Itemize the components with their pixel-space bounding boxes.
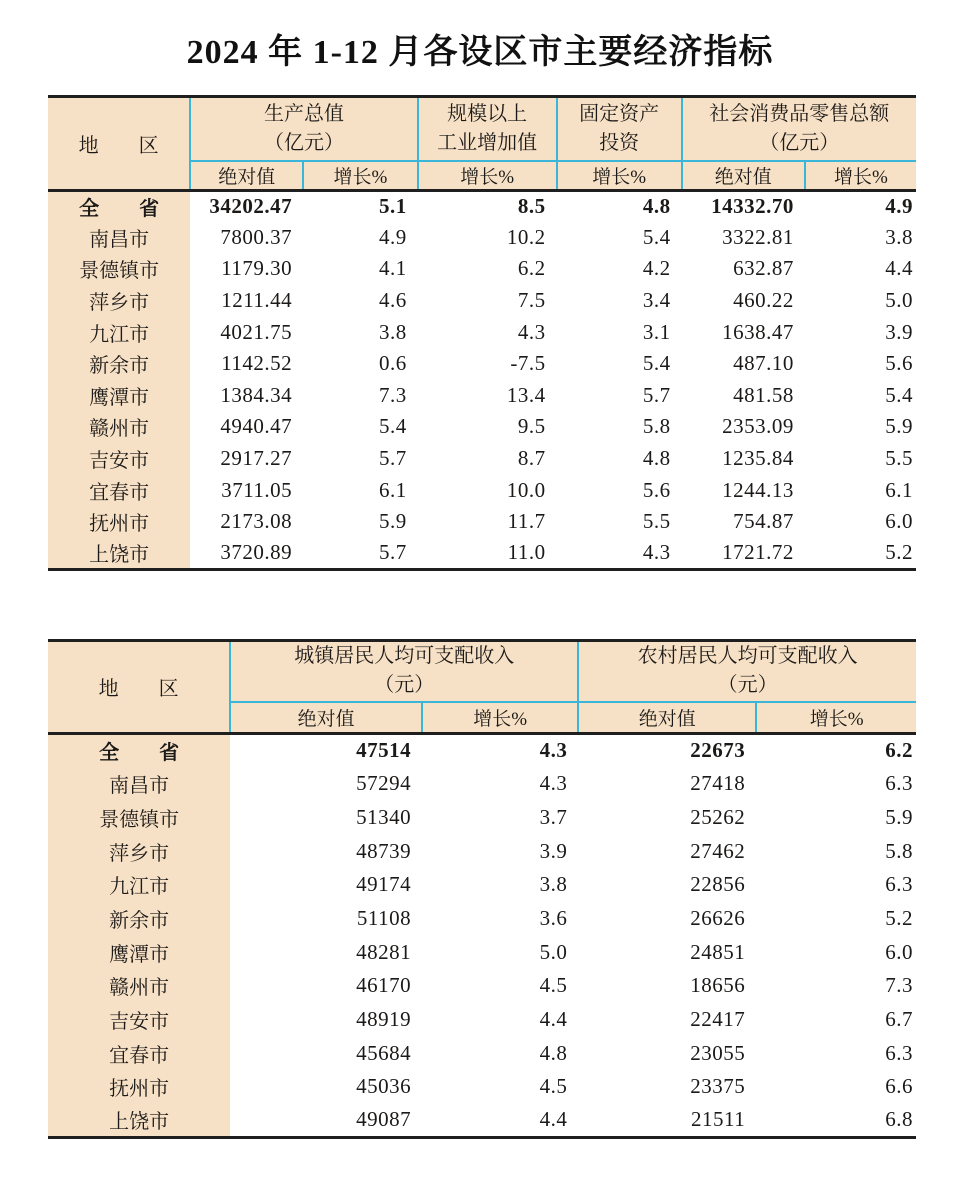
value-cell: 3.8 bbox=[378, 319, 407, 344]
table1-group-header-row bbox=[48, 97, 916, 161]
table1-row bbox=[48, 380, 916, 412]
value-cell: 1211.44 bbox=[221, 288, 293, 313]
sub-header-urban-absolute: 绝对值 bbox=[230, 702, 422, 733]
table2-row bbox=[48, 935, 916, 969]
value-cell: 5.7 bbox=[642, 382, 671, 407]
value-cell: 4.3 bbox=[539, 771, 568, 796]
value-cell: 6.2 bbox=[517, 256, 546, 281]
industrial-group-header-line1: 规模以上 bbox=[447, 102, 528, 125]
value-cell: 2353.09 bbox=[722, 414, 794, 439]
page-title: 2024 年 1-12 月各设区市主要经济指标 bbox=[186, 34, 774, 71]
value-cell: 7.3 bbox=[885, 973, 913, 998]
value-cell: 22856 bbox=[690, 872, 746, 897]
value-cell: -7.5 bbox=[510, 351, 546, 376]
value-cell: 27462 bbox=[690, 838, 746, 863]
region-cell: 全 省 bbox=[48, 190, 190, 222]
region-column-header: 地 区 bbox=[48, 97, 190, 191]
value-cell: 5.4 bbox=[642, 224, 671, 249]
region-cell: 萍乡市 bbox=[48, 285, 190, 317]
table1-row bbox=[48, 285, 916, 317]
value-cell: 4.3 bbox=[539, 738, 568, 763]
region-cell: 萍乡市 bbox=[48, 834, 230, 868]
region-cell: 鹰潭市 bbox=[48, 935, 230, 969]
value-cell: 10.2 bbox=[506, 224, 546, 249]
sub-header-rural-absolute: 绝对值 bbox=[578, 702, 756, 733]
value-cell: 5.0 bbox=[539, 939, 568, 964]
value-cell: 5.1 bbox=[378, 194, 407, 219]
region-cell: 南昌市 bbox=[48, 767, 230, 801]
investment-group-header-line2: 投资 bbox=[599, 131, 640, 154]
economic-indicators-table bbox=[48, 95, 916, 571]
value-cell: 48919 bbox=[356, 1006, 412, 1031]
value-cell: 7.5 bbox=[517, 288, 546, 313]
region-cell: 吉安市 bbox=[48, 443, 190, 475]
region-cell: 上饶市 bbox=[48, 538, 190, 570]
value-cell: 5.9 bbox=[885, 414, 913, 439]
sub-header-rural-growth: 增长% bbox=[756, 702, 916, 733]
value-cell: 5.5 bbox=[642, 509, 671, 534]
value-cell: 4.3 bbox=[642, 540, 671, 565]
table2-row bbox=[48, 902, 916, 936]
value-cell: 3.9 bbox=[885, 319, 913, 344]
rural-income-header-line2: （元） bbox=[717, 674, 778, 697]
income-indicators-table bbox=[48, 639, 916, 1139]
sub-header-industrial-growth: 增长% bbox=[418, 161, 557, 191]
value-cell: 26626 bbox=[690, 905, 746, 930]
table1-row bbox=[48, 443, 916, 475]
investment-group-header-line1: 固定资产 bbox=[579, 102, 660, 125]
value-cell: 6.2 bbox=[885, 738, 913, 763]
value-cell: 45036 bbox=[356, 1074, 412, 1099]
gdp-group-header-line2: （亿元） bbox=[264, 131, 345, 154]
value-cell: 5.9 bbox=[378, 509, 407, 534]
value-cell: 51108 bbox=[356, 905, 412, 930]
table2-row bbox=[48, 834, 916, 868]
region-cell: 南昌市 bbox=[48, 222, 190, 254]
value-cell: 487.10 bbox=[733, 351, 794, 376]
table1-row bbox=[48, 474, 916, 506]
value-cell: 1235.84 bbox=[722, 446, 794, 471]
value-cell: 5.8 bbox=[642, 414, 671, 439]
value-cell: 6.1 bbox=[378, 477, 407, 502]
value-cell: 6.3 bbox=[885, 1040, 913, 1065]
table2-row bbox=[48, 733, 916, 767]
value-cell: 4.4 bbox=[539, 1006, 568, 1031]
value-cell: 7800.37 bbox=[220, 224, 293, 249]
value-cell: 6.0 bbox=[885, 939, 913, 964]
value-cell: 7.3 bbox=[378, 382, 407, 407]
value-cell: 3.9 bbox=[539, 838, 568, 863]
value-cell: 4.5 bbox=[539, 1074, 568, 1099]
value-cell: 14332.70 bbox=[711, 194, 794, 219]
gdp-group-header bbox=[190, 97, 417, 161]
value-cell: 5.6 bbox=[642, 477, 671, 502]
region-cell: 景德镇市 bbox=[48, 801, 230, 835]
value-cell: 0.6 bbox=[378, 351, 407, 376]
value-cell: 1179.30 bbox=[221, 256, 293, 281]
value-cell: 4.3 bbox=[517, 319, 546, 344]
value-cell: 4940.47 bbox=[220, 414, 293, 439]
value-cell: 6.7 bbox=[885, 1006, 913, 1031]
value-cell: 47514 bbox=[356, 738, 412, 763]
value-cell: 1384.34 bbox=[220, 382, 293, 407]
value-cell: 57294 bbox=[356, 771, 412, 796]
region-cell: 鹰潭市 bbox=[48, 380, 190, 412]
value-cell: 4.4 bbox=[885, 256, 913, 281]
region-cell: 赣州市 bbox=[48, 411, 190, 443]
table1-row bbox=[48, 253, 916, 285]
value-cell: 3.8 bbox=[885, 224, 913, 249]
table1-row bbox=[48, 506, 916, 538]
region-column-header: 地 区 bbox=[48, 640, 230, 733]
value-cell: 6.3 bbox=[885, 771, 913, 796]
value-cell: 23055 bbox=[690, 1040, 746, 1065]
industrial-value-added-group-header bbox=[418, 97, 557, 161]
value-cell: 5.9 bbox=[885, 804, 913, 829]
value-cell: 21511 bbox=[691, 1107, 746, 1132]
value-cell: 2917.27 bbox=[220, 446, 293, 471]
value-cell: 3720.89 bbox=[220, 540, 293, 565]
table2-row bbox=[48, 1070, 916, 1104]
value-cell: 6.8 bbox=[885, 1107, 913, 1132]
value-cell: 4.1 bbox=[378, 256, 407, 281]
value-cell: 11.0 bbox=[507, 540, 546, 565]
table1-row bbox=[48, 538, 916, 570]
sub-header-retail-absolute: 绝对值 bbox=[682, 161, 805, 191]
region-cell: 抚州市 bbox=[48, 1070, 230, 1104]
value-cell: 1142.52 bbox=[221, 351, 293, 376]
value-cell: 632.87 bbox=[733, 256, 794, 281]
value-cell: 4.6 bbox=[378, 288, 407, 313]
retail-sales-group-header bbox=[682, 97, 916, 161]
region-cell: 抚州市 bbox=[48, 506, 190, 538]
urban-income-group-header bbox=[230, 640, 578, 702]
table1-row bbox=[48, 411, 916, 443]
region-cell: 九江市 bbox=[48, 316, 190, 348]
value-cell: 49087 bbox=[356, 1107, 412, 1132]
value-cell: 24851 bbox=[690, 939, 746, 964]
region-cell: 全 省 bbox=[48, 733, 230, 767]
value-cell: 4.9 bbox=[378, 224, 407, 249]
value-cell: 1244.13 bbox=[722, 477, 794, 502]
value-cell: 34202.47 bbox=[209, 194, 293, 219]
value-cell: 3.1 bbox=[642, 319, 671, 344]
value-cell: 481.58 bbox=[733, 382, 794, 407]
retail-group-header-line2: （亿元） bbox=[759, 131, 840, 154]
table1-row bbox=[48, 348, 916, 380]
value-cell: 1721.72 bbox=[722, 540, 794, 565]
value-cell: 4.4 bbox=[539, 1107, 568, 1132]
fixed-asset-investment-group-header bbox=[557, 97, 682, 161]
value-cell: 3.8 bbox=[539, 872, 568, 897]
sub-header-retail-growth: 增长% bbox=[805, 161, 916, 191]
value-cell: 754.87 bbox=[733, 509, 794, 534]
value-cell: 48281 bbox=[356, 939, 412, 964]
region-cell: 赣州市 bbox=[48, 969, 230, 1003]
region-cell: 吉安市 bbox=[48, 1003, 230, 1037]
sub-header-gdp-growth: 增长% bbox=[303, 161, 418, 191]
value-cell: 5.0 bbox=[885, 288, 913, 313]
region-cell: 宜春市 bbox=[48, 474, 190, 506]
value-cell: 5.8 bbox=[885, 838, 913, 863]
value-cell: 51340 bbox=[356, 804, 412, 829]
table1-row bbox=[48, 222, 916, 254]
retail-group-header-line1: 社会消费品零售总额 bbox=[709, 102, 890, 125]
value-cell: 6.6 bbox=[885, 1074, 913, 1099]
value-cell: 3322.81 bbox=[722, 224, 794, 249]
value-cell: 5.2 bbox=[885, 540, 913, 565]
value-cell: 5.4 bbox=[885, 382, 913, 407]
gdp-group-header-line1: 生产总值 bbox=[264, 102, 345, 125]
value-cell: 3.7 bbox=[539, 804, 568, 829]
value-cell: 2173.08 bbox=[220, 509, 293, 534]
region-cell: 上饶市 bbox=[48, 1104, 230, 1138]
value-cell: 45684 bbox=[356, 1040, 412, 1065]
sub-header-gdp-absolute: 绝对值 bbox=[190, 161, 303, 191]
table2-row bbox=[48, 1104, 916, 1138]
value-cell: 5.6 bbox=[885, 351, 913, 376]
region-cell: 宜春市 bbox=[48, 1036, 230, 1070]
value-cell: 8.7 bbox=[517, 446, 546, 471]
value-cell: 4.2 bbox=[642, 256, 671, 281]
value-cell: 1638.47 bbox=[722, 319, 794, 344]
region-cell: 新余市 bbox=[48, 902, 230, 936]
value-cell: 48739 bbox=[356, 838, 412, 863]
value-cell: 5.5 bbox=[885, 446, 913, 471]
sub-header-urban-growth: 增长% bbox=[422, 702, 578, 733]
value-cell: 4.9 bbox=[885, 194, 913, 219]
value-cell: 4.8 bbox=[539, 1040, 568, 1065]
value-cell: 49174 bbox=[356, 872, 412, 897]
value-cell: 13.4 bbox=[506, 382, 546, 407]
value-cell: 10.0 bbox=[506, 477, 546, 502]
value-cell: 5.2 bbox=[885, 905, 913, 930]
value-cell: 27418 bbox=[690, 771, 746, 796]
table2-group-header-row bbox=[48, 640, 916, 702]
value-cell: 25262 bbox=[690, 804, 746, 829]
value-cell: 5.4 bbox=[642, 351, 671, 376]
industrial-group-header-line2: 工业增加值 bbox=[437, 131, 538, 154]
value-cell: 18656 bbox=[690, 973, 746, 998]
table2-row bbox=[48, 868, 916, 902]
value-cell: 22673 bbox=[690, 738, 746, 763]
value-cell: 6.1 bbox=[885, 477, 913, 502]
value-cell: 8.5 bbox=[517, 194, 546, 219]
value-cell: 5.7 bbox=[378, 446, 407, 471]
value-cell: 460.22 bbox=[733, 288, 794, 313]
value-cell: 4.8 bbox=[642, 446, 671, 471]
table2-row bbox=[48, 969, 916, 1003]
value-cell: 3.6 bbox=[539, 905, 568, 930]
value-cell: 6.0 bbox=[885, 509, 913, 534]
table2-row bbox=[48, 1003, 916, 1037]
urban-income-header-line2: （元） bbox=[374, 674, 435, 697]
table1-row bbox=[48, 190, 916, 222]
value-cell: 46170 bbox=[356, 973, 412, 998]
rural-income-header-line1: 农村居民人均可支配收入 bbox=[637, 645, 858, 668]
table2-row bbox=[48, 1036, 916, 1070]
urban-income-header-line1: 城镇居民人均可支配收入 bbox=[294, 645, 515, 668]
rural-income-group-header bbox=[578, 640, 916, 702]
value-cell: 6.3 bbox=[885, 872, 913, 897]
value-cell: 9.5 bbox=[517, 414, 546, 439]
value-cell: 23375 bbox=[690, 1074, 746, 1099]
table1-row bbox=[48, 316, 916, 348]
value-cell: 3.4 bbox=[642, 288, 671, 313]
value-cell: 4021.75 bbox=[220, 319, 293, 344]
region-cell: 新余市 bbox=[48, 348, 190, 380]
value-cell: 22417 bbox=[690, 1006, 746, 1031]
value-cell: 3711.05 bbox=[221, 477, 293, 502]
value-cell: 5.7 bbox=[378, 540, 407, 565]
table2-row bbox=[48, 801, 916, 835]
value-cell: 4.8 bbox=[642, 194, 671, 219]
value-cell: 4.5 bbox=[539, 973, 568, 998]
table2-row bbox=[48, 767, 916, 801]
sub-header-investment-growth: 增长% bbox=[557, 161, 682, 191]
region-cell: 九江市 bbox=[48, 868, 230, 902]
region-cell: 景德镇市 bbox=[48, 253, 190, 285]
value-cell: 11.7 bbox=[507, 509, 546, 534]
value-cell: 5.4 bbox=[378, 414, 407, 439]
